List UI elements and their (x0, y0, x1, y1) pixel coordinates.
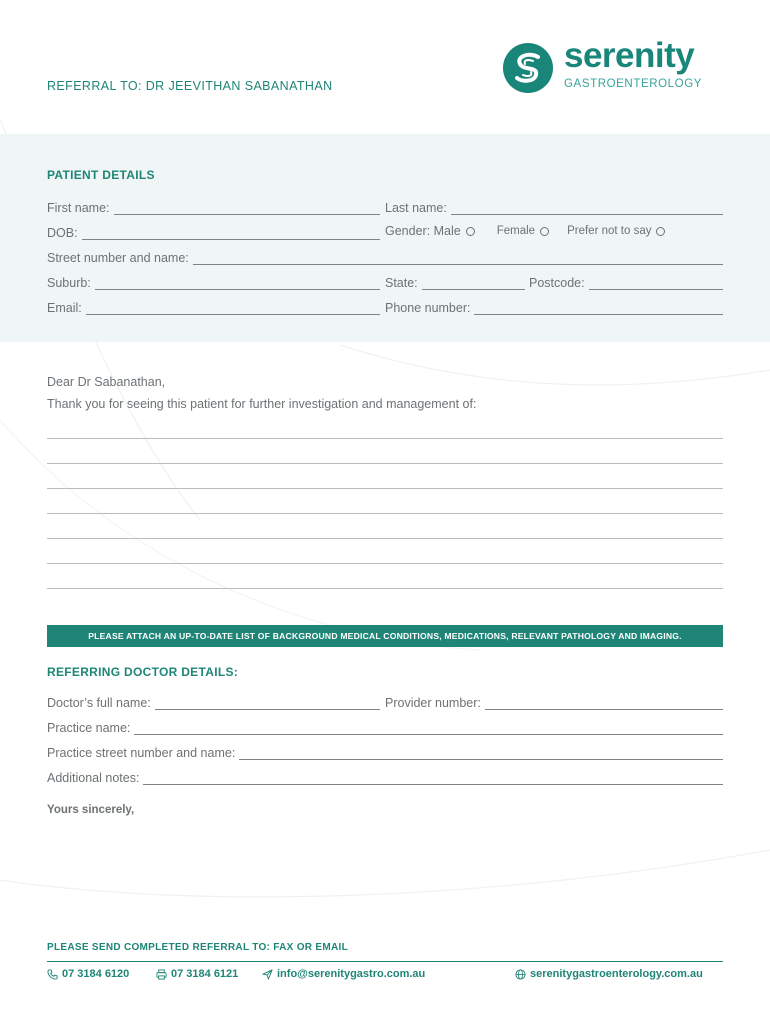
phone-field[interactable] (385, 297, 723, 315)
phone-label: Phone number: (385, 301, 471, 315)
gender-male-option[interactable] (385, 224, 475, 238)
contact-phone[interactable] (47, 968, 129, 980)
referral-title: REFERRAL TO: DR JEEVITHAN SABANATHAN (47, 79, 333, 93)
gender-prefer-not-label: Prefer not to say (567, 225, 652, 237)
practice-name-field[interactable] (47, 717, 723, 735)
practice-name-line[interactable] (134, 721, 723, 735)
postcode-field[interactable] (529, 272, 723, 290)
first-name-field[interactable] (47, 197, 380, 215)
globe-icon (515, 969, 526, 980)
notes-line[interactable] (47, 513, 723, 514)
notes-line[interactable] (47, 538, 723, 539)
notes-line[interactable] (47, 563, 723, 564)
postcode-label: Postcode: (529, 276, 585, 290)
phone-number: 07 3184 6120 (62, 968, 130, 980)
attach-notice-banner: PLEASE ATTACH AN UP-TO-DATE LIST OF BACKGROUND MEDICAL CONDITIONS, MEDICATIONS, RELEVANT PATHOLOGY AND IMAGING. (47, 625, 723, 647)
notes-line[interactable] (47, 488, 723, 489)
first-name-label: First name: (47, 201, 110, 215)
contact-fax[interactable] (156, 968, 238, 980)
referring-doctor-heading: REFERRING DOCTOR DETAILS: (47, 665, 239, 679)
fax-number: 07 3184 6121 (171, 968, 239, 980)
gender-prefer-not-option[interactable] (567, 225, 665, 237)
suburb-label: Suburb: (47, 276, 91, 290)
last-name-field[interactable] (385, 197, 723, 215)
practice-street-line[interactable] (239, 746, 723, 760)
gender-female-option[interactable] (497, 225, 549, 237)
last-name-line[interactable] (451, 201, 723, 215)
female-radio[interactable] (540, 227, 549, 236)
footer-divider (47, 961, 723, 962)
gender-female-label: Female (496, 225, 536, 237)
practice-street-label: Practice street number and name: (47, 746, 236, 760)
first-name-line[interactable] (114, 201, 380, 215)
state-label: State: (385, 276, 418, 290)
additional-notes-line[interactable] (143, 771, 723, 785)
footer-heading: PLEASE SEND COMPLETED REFERRAL TO: FAX OR EMAIL (47, 942, 348, 953)
street-field[interactable] (47, 247, 723, 265)
email-field[interactable] (47, 297, 380, 315)
logo-wordmark: serenity (564, 36, 695, 75)
fax-icon (156, 969, 167, 980)
doctor-name-line[interactable] (155, 696, 380, 710)
street-line[interactable] (193, 251, 723, 265)
doctor-name-field[interactable] (47, 692, 380, 710)
serenity-logo-icon (502, 42, 554, 94)
provider-number-label: Provider number: (385, 696, 481, 710)
gender-male-label: Gender: Male (385, 224, 461, 238)
additional-notes-field[interactable] (47, 767, 723, 785)
email-label: Email: (47, 301, 82, 315)
dob-field[interactable] (47, 222, 380, 240)
practice-street-field[interactable] (47, 742, 723, 760)
state-line[interactable] (422, 276, 525, 290)
closing-text: Yours sincerely, (47, 804, 135, 816)
street-label: Street number and name: (47, 251, 189, 265)
website-address: serenitygastroenterology.com.au (530, 968, 703, 980)
male-radio[interactable] (466, 227, 475, 236)
state-field[interactable] (385, 272, 525, 290)
doctor-name-label: Doctor’s full name: (47, 696, 151, 710)
salutation: Dear Dr Sabanathan, (47, 375, 166, 389)
logo-subtitle: GASTROENTEROLOGY (564, 78, 703, 90)
email-address: info@serenitygastro.com.au (277, 968, 426, 980)
postcode-line[interactable] (589, 276, 723, 290)
serenity-logo (500, 36, 730, 96)
contact-email[interactable] (262, 968, 425, 980)
phone-line[interactable] (474, 301, 723, 315)
last-name-label: Last name: (385, 201, 447, 215)
patient-details-heading: PATIENT DETAILS (47, 168, 155, 182)
email-line[interactable] (86, 301, 380, 315)
notes-line[interactable] (47, 588, 723, 589)
gender-options (385, 222, 665, 240)
practice-name-label: Practice name: (47, 721, 131, 735)
contact-website[interactable] (515, 968, 703, 980)
additional-notes-label: Additional notes: (47, 771, 140, 785)
dob-label: DOB: (47, 226, 78, 240)
notes-line[interactable] (47, 463, 723, 464)
suburb-line[interactable] (95, 276, 380, 290)
prefer-not-radio[interactable] (656, 227, 665, 236)
send-icon (262, 969, 273, 980)
provider-number-line[interactable] (485, 696, 723, 710)
provider-number-field[interactable] (385, 692, 723, 710)
notes-line[interactable] (47, 438, 723, 439)
letter-intro: Thank you for seeing this patient for further investigation and management of: (47, 397, 477, 411)
dob-line[interactable] (82, 226, 380, 240)
phone-icon (47, 969, 58, 980)
suburb-field[interactable] (47, 272, 380, 290)
